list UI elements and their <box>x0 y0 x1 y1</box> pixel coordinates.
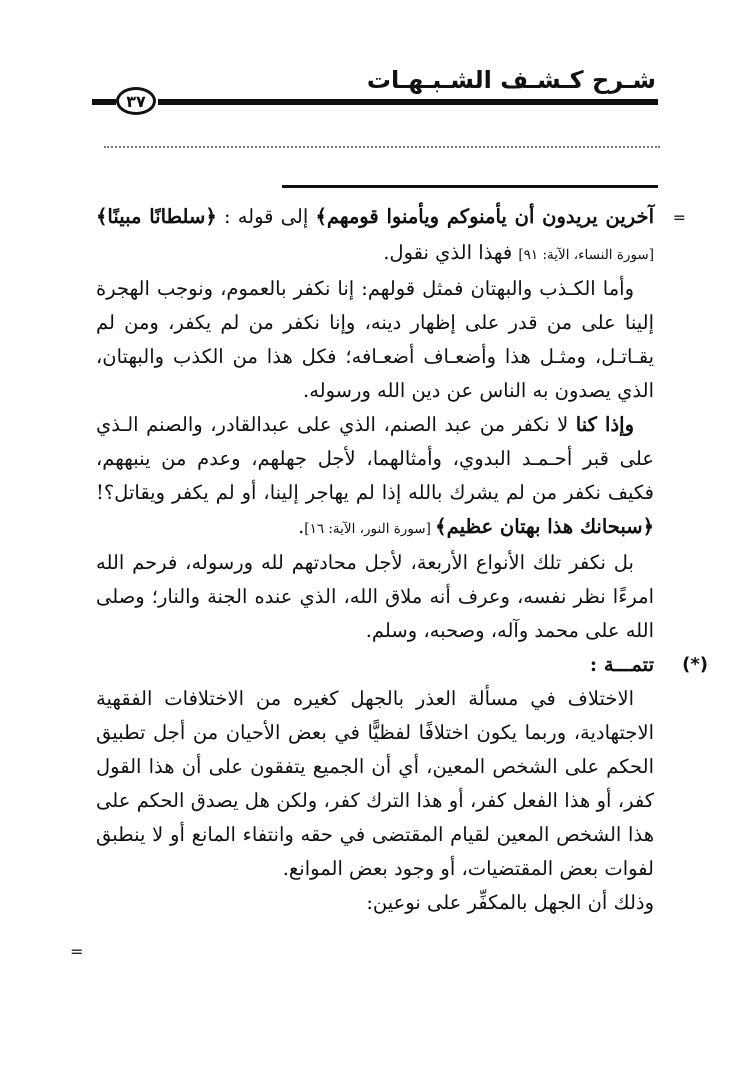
dotted-divider <box>104 146 660 148</box>
paragraph-2: وأما الكـذب والبهتان فمثل قولهم: إنا نكفر بالعموم، ونوجب الهجرة إلينا على من قدر على إظهار دينه، وإنا نكفر من لم يكفر، ومن لم يقـاتـل، ومثـل هذا وأضعـاف أضعـافه؛ فكل هذا من الكذب والبهتان، الذي يصدون به الناس عن دين الله ورسوله. <box>96 277 654 402</box>
footnote-marker: (*) <box>682 654 708 675</box>
section-last-line: وذلك أن الجهل بالمكفِّر على نوعين: <box>366 891 654 914</box>
quran-quote: آخرين يريدون أن يأمنوكم ويأمنوا قومهم﴾ <box>315 205 654 228</box>
paragraph-4: بل نكفر تلك الأنواع الأربعة، لأجل محادتهم لله ورسوله، فرحم الله امرءًا نظر نفسه، وعرف أنه ملاق الله، الذي عنده الجنة والنار؛ وصلى الله على محمد وآله، وصحبه، وسلم. <box>96 551 654 642</box>
text-run: لا نكفر من عبد الصنم، الذي على عبدالقادر، والصنم الـذي على قبر أحـمـد البدوي، وأمثالهما، لأجل جهلهم، وعدم من ينبههم، فكيف نكفر من لم يشرك بالله إذا لم يهاجر إلينا، أو لم يكفر ويقاتل؟! <box>96 413 654 504</box>
paragraph-1 <box>96 200 654 272</box>
page-number: ٣٧ <box>116 87 156 115</box>
margin-mark-top: = <box>672 208 686 227</box>
text-run: إلى قوله : <box>216 205 316 228</box>
section-title: تتمـــة : <box>589 653 654 676</box>
quran-quote: ﴿سبحانك هذا بهتان عظيم﴾ <box>435 515 654 538</box>
text-run: . <box>298 515 305 538</box>
quran-quote: ﴿سلطانًا مبينًا﴾ <box>96 205 217 228</box>
header-rule-right <box>158 99 658 105</box>
section-heading <box>96 648 708 682</box>
book-title: شـرح كـشـف الشـبـهـات <box>366 66 656 94</box>
main-text <box>96 200 708 1000</box>
header-rule-left <box>92 99 116 105</box>
emphasis-text: وإذا كنا <box>575 413 634 436</box>
quotation-rule <box>282 185 658 188</box>
paragraph-3 <box>96 408 654 546</box>
section-paragraph: الاختلاف في مسألة العذر بالجهل كغيره من الاختلافات الفقهية الاجتهادية، وربما يكون اختلافًا لفظيًّا في بعض الأحيان من أجل تطبيق الحكم على الشخص المعين، أي أن الجميع يتفقون على أن هذا القول كفر، أو هذا الفعل كفر، أو هذا الترك كفر، ولكن هل يصدق الحكم على هذا الشخص المعين لقيام المقتضى في حقه وانتفاء المانع أو لا ينطبق لفوات بعض المقتضيات، أو وجود بعض الموانع. <box>96 687 654 880</box>
verse-reference: [سورة النساء، الآية: ٩١] <box>518 247 654 263</box>
margin-mark-bottom: = <box>70 942 84 961</box>
text-run: فهذا الذي نقول. <box>383 241 519 264</box>
verse-reference: [سورة النور، الآية: ١٦] <box>304 521 436 537</box>
